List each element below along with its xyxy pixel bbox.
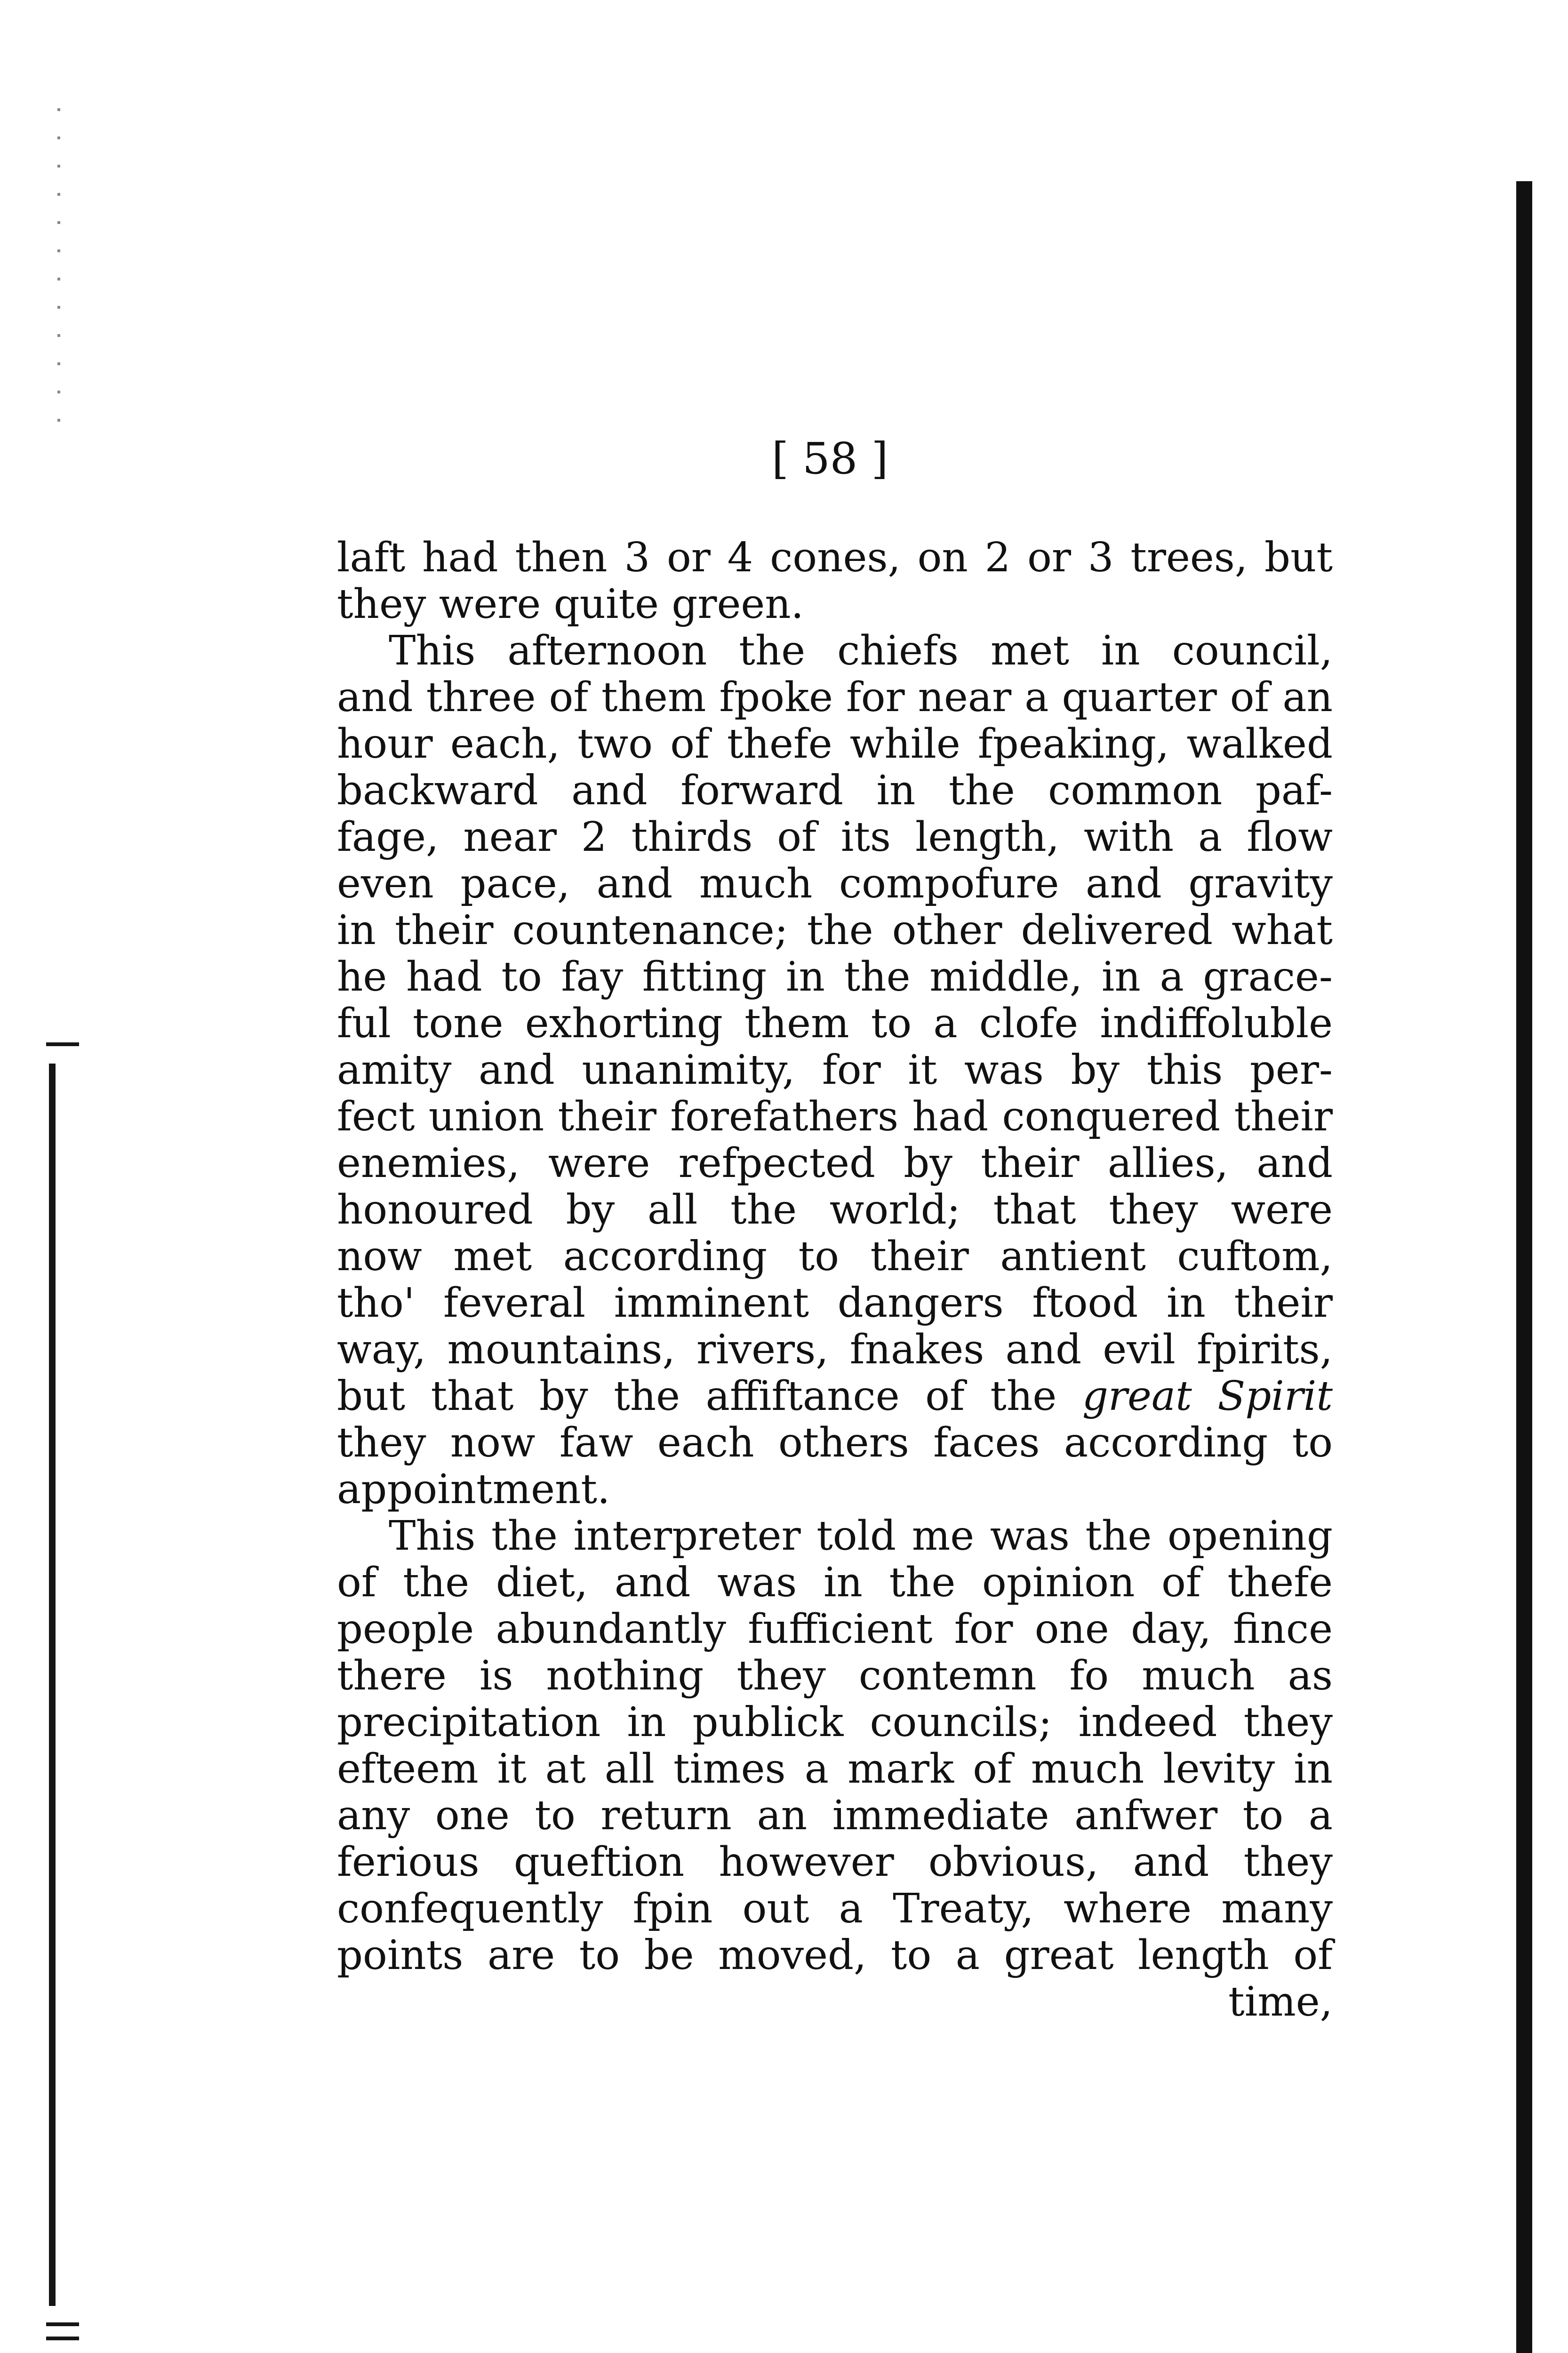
text-line: enemies, were refpected by their allies, and <box>337 1140 1333 1187</box>
text-line: This afternoon the chiefs met in council, <box>389 627 1333 674</box>
text-line: points are to be moved, to a great length of <box>337 1932 1333 1979</box>
scan-margin-tick <box>46 1042 79 1046</box>
text-line: in their countenance; the other delivered what <box>337 907 1333 954</box>
text-line: fage, near 2 thirds of its length, with a flow <box>337 814 1333 861</box>
text-line: any one to return an immediate anfwer to a <box>337 1792 1333 1839</box>
text-line: fect union their forefathers had conquered their <box>337 1093 1333 1140</box>
text-line: way, mountains, rivers, fnakes and evil fpirits, <box>337 1326 1333 1373</box>
text-line: backward and forward in the common paf- <box>337 767 1333 814</box>
body-text <box>337 535 1333 2025</box>
italic-phrase: great Spirit <box>1082 1373 1333 1420</box>
catchword: time, <box>1228 1978 1333 2025</box>
scan-edge-left <box>49 1064 56 2306</box>
text-line <box>337 1373 1333 1420</box>
text-line: they were quite green. <box>337 581 804 628</box>
text-line: confequently fpin out a Treaty, where many <box>337 1885 1333 1932</box>
text-line: there is nothing they contemn fo much as <box>337 1652 1333 1699</box>
text-line: This the interpreter told me was the opening <box>389 1513 1333 1560</box>
text-line: people abundantly fufficient for one day, fince <box>337 1606 1333 1653</box>
text-line: even pace, and much compofure and gravity <box>337 860 1333 907</box>
text-line: ferious queftion however obvious, and they <box>337 1839 1333 1886</box>
text-line: ful tone exhorting them to a clofe indiffoluble <box>337 1000 1333 1047</box>
page-number: [ 58 ] <box>772 433 888 484</box>
text-line: now met according to their antient cuftom, <box>337 1233 1333 1280</box>
text-line: laft had then 3 or 4 cones, on 2 or 3 trees, but <box>337 534 1333 581</box>
text-line: and three of them fpoke for near a quarter of an <box>337 674 1333 721</box>
text-line: hour each, two of thefe while fpeaking, walked <box>337 720 1333 768</box>
text-line: honoured by all the world; that they were <box>337 1186 1333 1233</box>
text-line: amity and unanimity, for it was by this per- <box>337 1047 1333 1094</box>
scan-margin-tick <box>46 2322 79 2326</box>
scan-margin-tick <box>46 2337 79 2340</box>
text-line: he had to fay fitting in the middle, in a grace- <box>337 953 1333 1000</box>
text-line: precipitation in publick councils; indeed they <box>337 1699 1333 1746</box>
text-segment: but that by the affiftance of the <box>337 1373 1082 1420</box>
text-line: efteem it at all times a mark of much levity in <box>337 1745 1333 1793</box>
text-line: of the diet, and was in the opinion of thefe <box>337 1559 1333 1606</box>
scan-margin-marks <box>57 108 60 438</box>
text-line: appointment. <box>337 1466 610 1513</box>
text-line: tho' feveral imminent dangers ftood in their <box>337 1280 1333 1327</box>
scan-edge-right <box>1516 181 1532 2353</box>
text-line: they now faw each others faces according to <box>337 1419 1333 1466</box>
